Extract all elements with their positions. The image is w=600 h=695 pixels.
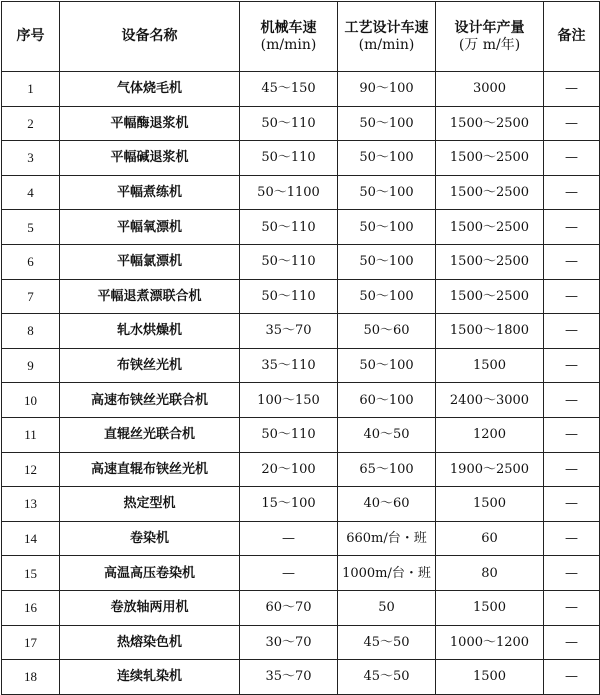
cell-name: 平幅煮练机	[60, 175, 240, 210]
cell-remark: —	[544, 106, 600, 141]
table-row	[2, 141, 600, 176]
cell-output: 1500～2500	[436, 141, 544, 176]
cell-remark: —	[544, 383, 600, 418]
cell-remark: —	[544, 314, 600, 349]
cell-proc-speed: 50	[338, 590, 436, 625]
cell-output: 1500～2500	[436, 244, 544, 279]
cell-proc-speed: 660m/台・班	[338, 521, 436, 556]
cell-no: 16	[2, 590, 60, 625]
cell-name: 直辊丝光联合机	[60, 417, 240, 452]
cell-mech-speed: 50～110	[240, 417, 338, 452]
cell-mech-speed: 35～110	[240, 348, 338, 383]
header-proc-speed-unit: (m/min)	[358, 36, 415, 53]
cell-remark: —	[544, 660, 600, 695]
equipment-spec-table	[1, 1, 600, 695]
cell-proc-speed: 50～60	[338, 314, 436, 349]
cell-mech-speed: 50～1100	[240, 175, 338, 210]
cell-name: 高温高压卷染机	[60, 556, 240, 591]
cell-output: 80	[436, 556, 544, 591]
header-row	[2, 2, 600, 72]
cell-mech-speed: 15～100	[240, 487, 338, 522]
cell-remark: —	[544, 175, 600, 210]
cell-output: 1900～2500	[436, 452, 544, 487]
cell-output: 1500	[436, 348, 544, 383]
table-row	[2, 452, 600, 487]
cell-name: 高速直辊布铗丝光机	[60, 452, 240, 487]
cell-no: 5	[2, 210, 60, 245]
cell-name: 平幅氯漂机	[60, 244, 240, 279]
cell-proc-speed: 90～100	[338, 72, 436, 107]
cell-name: 轧水烘燥机	[60, 314, 240, 349]
cell-remark: —	[544, 452, 600, 487]
cell-remark: —	[544, 625, 600, 660]
cell-remark: —	[544, 210, 600, 245]
cell-output: 60	[436, 521, 544, 556]
table-row	[2, 244, 600, 279]
cell-mech-speed: 100～150	[240, 383, 338, 418]
cell-name: 卷染机	[60, 521, 240, 556]
cell-proc-speed: 40～50	[338, 417, 436, 452]
cell-remark: —	[544, 244, 600, 279]
cell-mech-speed: —	[240, 521, 338, 556]
table-row	[2, 556, 600, 591]
table-row	[2, 487, 600, 522]
cell-remark: —	[544, 521, 600, 556]
cell-proc-speed: 50～100	[338, 175, 436, 210]
cell-name: 平幅氧漂机	[60, 210, 240, 245]
cell-output: 3000	[436, 72, 544, 107]
cell-no: 8	[2, 314, 60, 349]
cell-name: 平幅退煮漂联合机	[60, 279, 240, 314]
cell-remark: —	[544, 487, 600, 522]
cell-no: 12	[2, 452, 60, 487]
cell-output: 1500～2500	[436, 210, 544, 245]
cell-proc-speed: 45～50	[338, 625, 436, 660]
table-row	[2, 417, 600, 452]
cell-no: 3	[2, 141, 60, 176]
table-row	[2, 590, 600, 625]
cell-mech-speed: —	[240, 556, 338, 591]
cell-output: 1200	[436, 417, 544, 452]
cell-name: 气体烧毛机	[60, 72, 240, 107]
cell-mech-speed: 60～70	[240, 590, 338, 625]
cell-no: 18	[2, 660, 60, 695]
cell-output: 1000～1200	[436, 625, 544, 660]
cell-mech-speed: 35～70	[240, 660, 338, 695]
cell-remark: —	[544, 279, 600, 314]
header-name: 设备名称	[60, 2, 240, 72]
cell-proc-speed: 50～100	[338, 106, 436, 141]
cell-remark: —	[544, 417, 600, 452]
cell-name: 热定型机	[60, 487, 240, 522]
cell-no: 2	[2, 106, 60, 141]
cell-output: 1500	[436, 487, 544, 522]
cell-remark: —	[544, 348, 600, 383]
cell-output: 1500～2500	[436, 106, 544, 141]
table-row	[2, 383, 600, 418]
cell-name: 高速布铗丝光联合机	[60, 383, 240, 418]
cell-proc-speed: 60～100	[338, 383, 436, 418]
cell-no: 7	[2, 279, 60, 314]
table-row	[2, 175, 600, 210]
cell-output: 1500～1800	[436, 314, 544, 349]
cell-name: 平幅碱退浆机	[60, 141, 240, 176]
cell-proc-speed: 50～100	[338, 244, 436, 279]
cell-mech-speed: 50～110	[240, 279, 338, 314]
table-row	[2, 314, 600, 349]
cell-name: 连续轧染机	[60, 660, 240, 695]
cell-mech-speed: 50～110	[240, 106, 338, 141]
cell-proc-speed: 50～100	[338, 279, 436, 314]
table-row	[2, 660, 600, 695]
cell-proc-speed: 65～100	[338, 452, 436, 487]
cell-name: 热熔染色机	[60, 625, 240, 660]
cell-output: 1500	[436, 660, 544, 695]
cell-output: 2400～3000	[436, 383, 544, 418]
table-row	[2, 625, 600, 660]
cell-output: 1500	[436, 590, 544, 625]
cell-no: 11	[2, 417, 60, 452]
cell-no: 14	[2, 521, 60, 556]
cell-mech-speed: 50～110	[240, 210, 338, 245]
cell-no: 10	[2, 383, 60, 418]
cell-no: 9	[2, 348, 60, 383]
cell-no: 1	[2, 72, 60, 107]
cell-remark: —	[544, 72, 600, 107]
cell-name: 卷放轴两用机	[60, 590, 240, 625]
cell-mech-speed: 50～110	[240, 141, 338, 176]
header-remark: 备注	[544, 2, 600, 72]
header-no: 序号	[2, 2, 60, 72]
table-body	[2, 72, 600, 695]
cell-no: 17	[2, 625, 60, 660]
cell-no: 4	[2, 175, 60, 210]
cell-proc-speed: 40～60	[338, 487, 436, 522]
table-row	[2, 521, 600, 556]
table-row	[2, 348, 600, 383]
cell-remark: —	[544, 590, 600, 625]
cell-mech-speed: 35～70	[240, 314, 338, 349]
cell-proc-speed: 45～50	[338, 660, 436, 695]
header-proc-speed: 工艺设计车速 (m/min)	[338, 2, 436, 72]
cell-remark: —	[544, 556, 600, 591]
cell-output: 1500～2500	[436, 279, 544, 314]
cell-proc-speed: 50～100	[338, 348, 436, 383]
cell-mech-speed: 30～70	[240, 625, 338, 660]
header-output: 设计年产量 (万 m/年)	[436, 2, 544, 72]
cell-proc-speed: 1000m/台・班	[338, 556, 436, 591]
header-mech-speed: 机械车速 (m/min)	[240, 2, 338, 72]
header-mech-speed-unit: (m/min)	[260, 36, 317, 53]
cell-proc-speed: 50～100	[338, 210, 436, 245]
cell-mech-speed: 45～150	[240, 72, 338, 107]
cell-no: 6	[2, 244, 60, 279]
header-output-unit: (万 m/年)	[458, 36, 521, 53]
cell-mech-speed: 20～100	[240, 452, 338, 487]
cell-proc-speed: 50～100	[338, 141, 436, 176]
cell-output: 1500～2500	[436, 175, 544, 210]
cell-no: 15	[2, 556, 60, 591]
table-row	[2, 106, 600, 141]
table-row	[2, 210, 600, 245]
cell-name: 平幅酶退浆机	[60, 106, 240, 141]
cell-name: 布铗丝光机	[60, 348, 240, 383]
cell-mech-speed: 50～110	[240, 244, 338, 279]
cell-remark: —	[544, 141, 600, 176]
cell-no: 13	[2, 487, 60, 522]
table-row	[2, 279, 600, 314]
table-row	[2, 72, 600, 107]
